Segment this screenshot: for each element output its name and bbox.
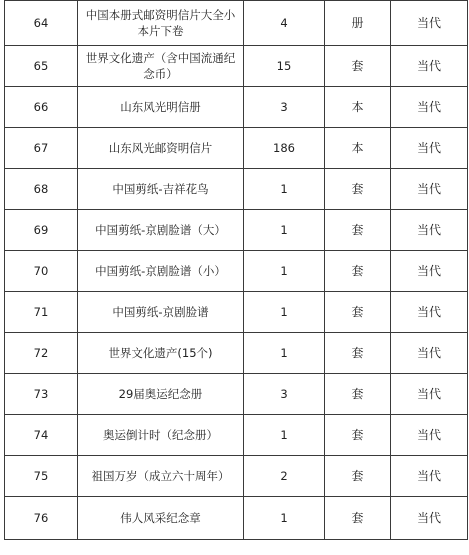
era-cell: 当代 bbox=[391, 251, 468, 292]
quantity-cell: 3 bbox=[244, 374, 325, 415]
table-row bbox=[5, 210, 468, 251]
item-number-cell: 68 bbox=[5, 169, 78, 210]
era-cell: 当代 bbox=[391, 292, 468, 333]
item-number-cell: 70 bbox=[5, 251, 78, 292]
unit-cell: 套 bbox=[325, 169, 391, 210]
item-name-cell: 奥运倒计时（纪念册） bbox=[78, 415, 244, 456]
table-row bbox=[5, 497, 468, 540]
era-cell: 当代 bbox=[391, 374, 468, 415]
era-cell: 当代 bbox=[391, 1, 468, 46]
table-row bbox=[5, 169, 468, 210]
collection-inventory-table bbox=[4, 0, 468, 540]
era-cell: 当代 bbox=[391, 128, 468, 169]
quantity-cell: 4 bbox=[244, 1, 325, 46]
item-number-cell: 67 bbox=[5, 128, 78, 169]
item-number-cell: 72 bbox=[5, 333, 78, 374]
table-row bbox=[5, 128, 468, 169]
unit-cell: 套 bbox=[325, 374, 391, 415]
item-name-cell: 祖国万岁（成立六十周年） bbox=[78, 456, 244, 497]
item-name-cell: 伟人风采纪念章 bbox=[78, 497, 244, 540]
quantity-cell: 15 bbox=[244, 46, 325, 87]
item-number-cell: 69 bbox=[5, 210, 78, 251]
era-cell: 当代 bbox=[391, 210, 468, 251]
quantity-cell: 2 bbox=[244, 456, 325, 497]
unit-cell: 套 bbox=[325, 497, 391, 540]
unit-cell: 套 bbox=[325, 292, 391, 333]
item-name-cell: 中国本册式邮资明信片大全小本片下卷 bbox=[78, 1, 244, 46]
unit-cell: 册 bbox=[325, 1, 391, 46]
era-cell: 当代 bbox=[391, 333, 468, 374]
unit-cell: 套 bbox=[325, 46, 391, 87]
table-body bbox=[5, 1, 468, 540]
item-number-cell: 66 bbox=[5, 87, 78, 128]
quantity-cell: 186 bbox=[244, 128, 325, 169]
era-cell: 当代 bbox=[391, 169, 468, 210]
unit-cell: 套 bbox=[325, 251, 391, 292]
table-row bbox=[5, 415, 468, 456]
table-row bbox=[5, 1, 468, 46]
quantity-cell: 1 bbox=[244, 169, 325, 210]
item-number-cell: 73 bbox=[5, 374, 78, 415]
item-number-cell: 76 bbox=[5, 497, 78, 540]
table-row bbox=[5, 87, 468, 128]
table-row bbox=[5, 374, 468, 415]
item-number-cell: 71 bbox=[5, 292, 78, 333]
item-name-cell: 山东风光邮资明信片 bbox=[78, 128, 244, 169]
quantity-cell: 1 bbox=[244, 333, 325, 374]
item-name-cell: 中国剪纸-吉祥花鸟 bbox=[78, 169, 244, 210]
unit-cell: 套 bbox=[325, 333, 391, 374]
item-name-cell: 中国剪纸-京剧脸谱 bbox=[78, 292, 244, 333]
era-cell: 当代 bbox=[391, 497, 468, 540]
era-cell: 当代 bbox=[391, 46, 468, 87]
table-row bbox=[5, 251, 468, 292]
unit-cell: 本 bbox=[325, 128, 391, 169]
table-row bbox=[5, 456, 468, 497]
item-number-cell: 75 bbox=[5, 456, 78, 497]
unit-cell: 套 bbox=[325, 456, 391, 497]
table-row bbox=[5, 292, 468, 333]
table-row bbox=[5, 333, 468, 374]
item-name-cell: 中国剪纸-京剧脸谱（大） bbox=[78, 210, 244, 251]
item-name-cell: 山东风光明信册 bbox=[78, 87, 244, 128]
item-name-cell: 29届奥运纪念册 bbox=[78, 374, 244, 415]
era-cell: 当代 bbox=[391, 415, 468, 456]
item-name-cell: 世界文化遗产（含中国流通纪念币） bbox=[78, 46, 244, 87]
item-name-cell: 世界文化遗产(15个) bbox=[78, 333, 244, 374]
quantity-cell: 1 bbox=[244, 251, 325, 292]
item-number-cell: 64 bbox=[5, 1, 78, 46]
quantity-cell: 1 bbox=[244, 292, 325, 333]
quantity-cell: 1 bbox=[244, 415, 325, 456]
unit-cell: 套 bbox=[325, 415, 391, 456]
quantity-cell: 1 bbox=[244, 497, 325, 540]
item-name-cell: 中国剪纸-京剧脸谱（小） bbox=[78, 251, 244, 292]
era-cell: 当代 bbox=[391, 87, 468, 128]
unit-cell: 套 bbox=[325, 210, 391, 251]
item-number-cell: 74 bbox=[5, 415, 78, 456]
item-number-cell: 65 bbox=[5, 46, 78, 87]
table-row bbox=[5, 46, 468, 87]
unit-cell: 本 bbox=[325, 87, 391, 128]
era-cell: 当代 bbox=[391, 456, 468, 497]
quantity-cell: 1 bbox=[244, 210, 325, 251]
quantity-cell: 3 bbox=[244, 87, 325, 128]
